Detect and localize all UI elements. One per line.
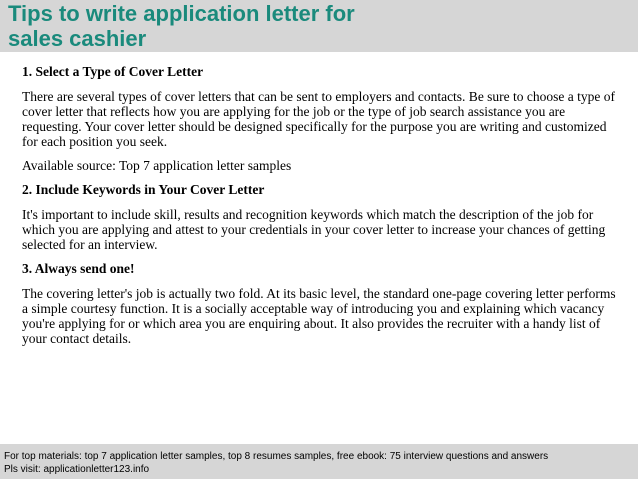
title-bar bbox=[0, 0, 638, 52]
section-1-paragraph: There are several types of cover letters that can be sent to employers and contacts. Be sure to choose a type of cover letter that reflects how you are applying for the job or the type of job search assistance you are requesting. Your cover letter should be designed specifically for the purpose you are writing and customized for each position you seek. bbox=[22, 89, 616, 149]
section-3-paragraph: The covering letter's job is actually two fold. At its basic level, the standard one-page covering letter performs a simple courtesy function. It is a socially acceptable way of introducing you and explaining which vacancy you're applying for or which area you are enquiring about. It also provides the recruiter with a handy list of your contact details. bbox=[22, 286, 616, 346]
article-body bbox=[22, 64, 618, 355]
footer-visit-text: Pls visit: applicationletter123.info bbox=[4, 464, 150, 475]
title-line-1: Tips to write application letter for bbox=[8, 1, 355, 26]
section-2-heading: 2. Include Keywords in Your Cover Letter bbox=[22, 182, 265, 197]
footer-bar bbox=[0, 444, 638, 479]
footer-materials-text: For top materials: top 7 application letter samples, top 8 resumes samples, free ebook: 75 interview questions and answers bbox=[4, 451, 549, 462]
section-3-heading: 3. Always send one! bbox=[22, 261, 135, 276]
section-1-heading: 1. Select a Type of Cover Letter bbox=[22, 64, 204, 79]
section-1-source-note: Available source: Top 7 application letter samples bbox=[22, 158, 292, 173]
page-title bbox=[8, 1, 628, 51]
title-line-2: sales cashier bbox=[8, 26, 147, 51]
section-2-paragraph: It's important to include skill, results and recognition keywords which match the description of the job for which you are applying and attest to your credentials in your cover letter to increase your chances of getting selected for an interview. bbox=[22, 207, 606, 252]
